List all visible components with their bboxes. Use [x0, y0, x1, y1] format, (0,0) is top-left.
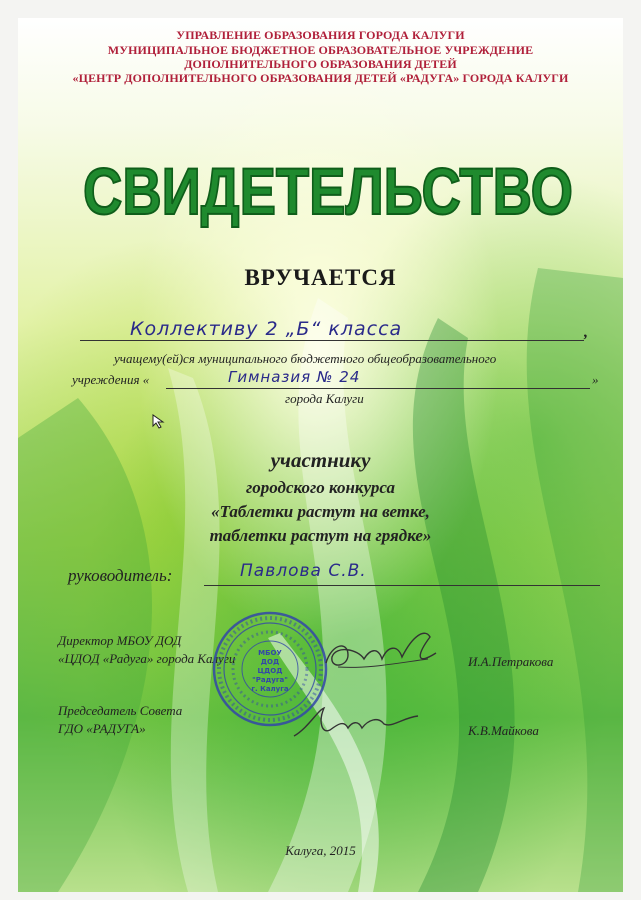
- director-title-line-2: «ЦДОД «Радуга» города Калуги: [58, 651, 236, 666]
- chair-title-line-2: ГДО «РАДУГА»: [58, 721, 146, 736]
- supervisor-underline: [204, 585, 600, 586]
- supervisor-label: руководитель:: [68, 566, 173, 585]
- header-line-3: ДОПОЛНИТЕЛЬНОГО ОБРАЗОВАНИЯ ДЕТЕЙ: [184, 57, 457, 71]
- certificate-title: [78, 148, 578, 228]
- director-signature: [318, 623, 448, 683]
- contest-name-line-1: «Таблетки растут на ветке,: [211, 502, 430, 521]
- institution-handwritten: Гимназия № 24: [228, 368, 361, 386]
- footer-place-date: Калуга, 2015: [285, 843, 356, 858]
- supervisor-handwritten: Павлова С.В.: [240, 561, 367, 581]
- chair-signature: [288, 698, 428, 748]
- header-line-1: УПРАВЛЕНИЕ ОБРАЗОВАНИЯ ГОРОДА КАЛУГИ: [176, 28, 465, 42]
- participant-role: участнику: [270, 448, 371, 472]
- certificate: [18, 18, 623, 892]
- institution-close-quote: »: [592, 372, 599, 387]
- header-line-4: «ЦЕНТР ДОПОЛНИТЕЛЬНОГО ОБРАЗОВАНИЯ ДЕТЕЙ «РАДУГА» ГОРОДА КАЛУГИ: [72, 71, 569, 85]
- seal-text-2: ДОД: [260, 658, 280, 666]
- director-name: И.А.Петракова: [468, 654, 554, 669]
- recipient-underline: [80, 340, 584, 341]
- awarded-heading: ВРУЧАЕТСЯ: [244, 265, 397, 290]
- institution-underline: [166, 388, 590, 389]
- seal-text-5: г. Калуга: [251, 685, 289, 693]
- contest-name-line-2: таблетки растут на грядке»: [209, 526, 432, 545]
- chair-title-line-1: Председатель Совета: [58, 703, 183, 718]
- seal-text-1: МБОУ: [258, 649, 282, 657]
- chair-name: К.В.Майкова: [468, 723, 539, 738]
- contest-label: городского конкурса: [246, 478, 395, 497]
- institution-label: учреждения «: [72, 372, 150, 387]
- title-text: СВИДЕТЕЛЬСТВО: [83, 154, 573, 228]
- recipient-handwritten: Коллективу 2 „Б“ класса: [130, 318, 403, 340]
- seal-text-4: "Радуга": [252, 676, 288, 684]
- director-title-line-1: Директор МБОУ ДОД: [58, 633, 182, 648]
- recipient-comma: ,: [584, 324, 588, 341]
- city-line: города Калуги: [285, 391, 364, 406]
- student-line: учащему(ей)ся муниципального бюджетного общеобразовательного: [114, 351, 497, 366]
- header-line-2: МУНИЦИПАЛЬНОЕ БЮДЖЕТНОЕ ОБРАЗОВАТЕЛЬНОЕ УЧРЕЖДЕНИЕ: [107, 43, 534, 57]
- mouse-cursor-icon: [152, 414, 168, 430]
- seal-text-3: ЦДОД: [257, 667, 283, 675]
